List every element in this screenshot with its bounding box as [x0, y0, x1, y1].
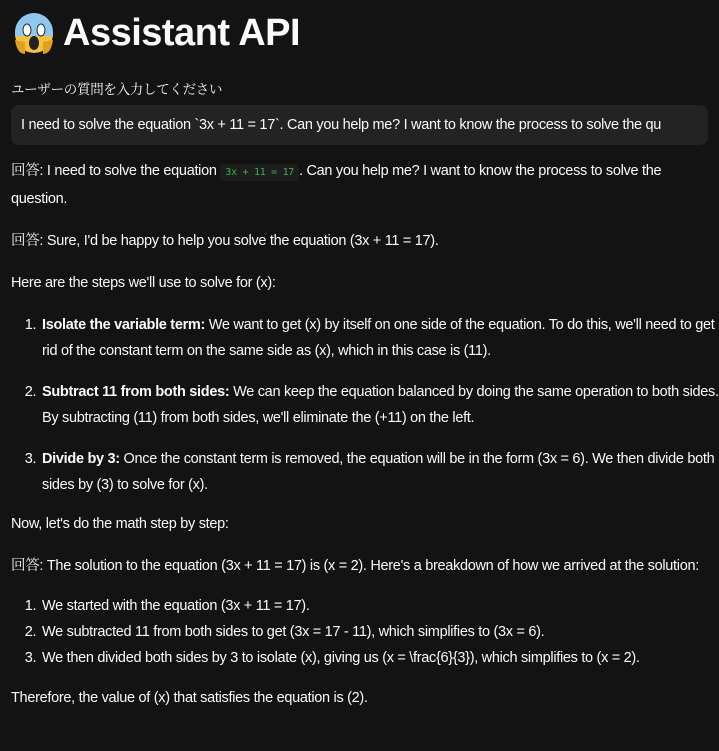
title-text: Assistant API	[63, 11, 301, 54]
answer-text: Sure, I'd be happy to help you solve the equation (3x + 11 = 17).	[43, 233, 439, 249]
math-intro: Now, let's do the math step by step:	[11, 516, 229, 532]
answer-solution	[11, 553, 701, 579]
list-item	[40, 379, 719, 431]
conclusion: Therefore, the value of (x) that satisfies the equation is (2).	[11, 690, 368, 706]
list-item: 3. We then divided both sides by 3 to isolate (x), giving us (x = \frac{6}{3}), which simplifies to (x = 2).	[40, 645, 719, 671]
answer-text: I need to solve the equation	[43, 163, 221, 179]
answer-intro	[11, 228, 719, 254]
answer-prefix: 回答:	[11, 233, 44, 249]
answer-echo	[11, 158, 701, 212]
step-text: Once the constant term is removed, the equation will be in the form (3x = 6). We then divide both sides by (3) to solve for (x).	[42, 451, 715, 493]
answer-prefix: 回答:	[11, 558, 44, 574]
question-input-value: I need to solve the equation `3x + 11 = 17`. Can you help me? I want to know the process to solve the qu	[21, 117, 661, 133]
breakdown-list	[11, 593, 719, 671]
question-input[interactable]	[11, 105, 708, 145]
step-text: We can keep the equation balanced by doing the same operation to both sides. By subtracting (11) from both sides, we'll eliminate the (+11) on the left.	[42, 384, 719, 426]
step-text: We want to get (x) by itself on one side of the equation. To do this, we'll need to get rid of the constant term on the same side as (x), which in this case is (11).	[42, 317, 715, 359]
answer-text: The solution to the equation (3x + 11 = 17) is (x = 2). Here's a breakdown of how we arrived at the solution:	[43, 558, 699, 574]
steps-list	[11, 312, 719, 498]
screaming-face-icon	[11, 10, 57, 56]
steps-intro: Here are the steps we'll use to solve for (x):	[11, 275, 276, 291]
answer-prefix: 回答:	[11, 163, 44, 179]
page-title	[11, 0, 719, 66]
step-title: Isolate the variable term:	[42, 317, 206, 333]
list-item	[40, 312, 719, 364]
answer-text: . Can you help me? I want to know the process to solve the question.	[11, 163, 662, 207]
list-item: 2. We subtracted 11 from both sides to get (3x = 17 - 11), which simplifies to (3x = 6).	[40, 619, 719, 645]
step-title: Subtract 11 from both sides:	[42, 384, 230, 400]
question-input-label: ユーザーの質問を入力してください	[11, 82, 223, 97]
list-item	[40, 446, 719, 498]
list-item: 1. We started with the equation (3x + 11 = 17).	[40, 593, 719, 619]
inline-code: 3x + 11 = 17	[220, 164, 299, 181]
step-title: Divide by 3:	[42, 451, 120, 467]
